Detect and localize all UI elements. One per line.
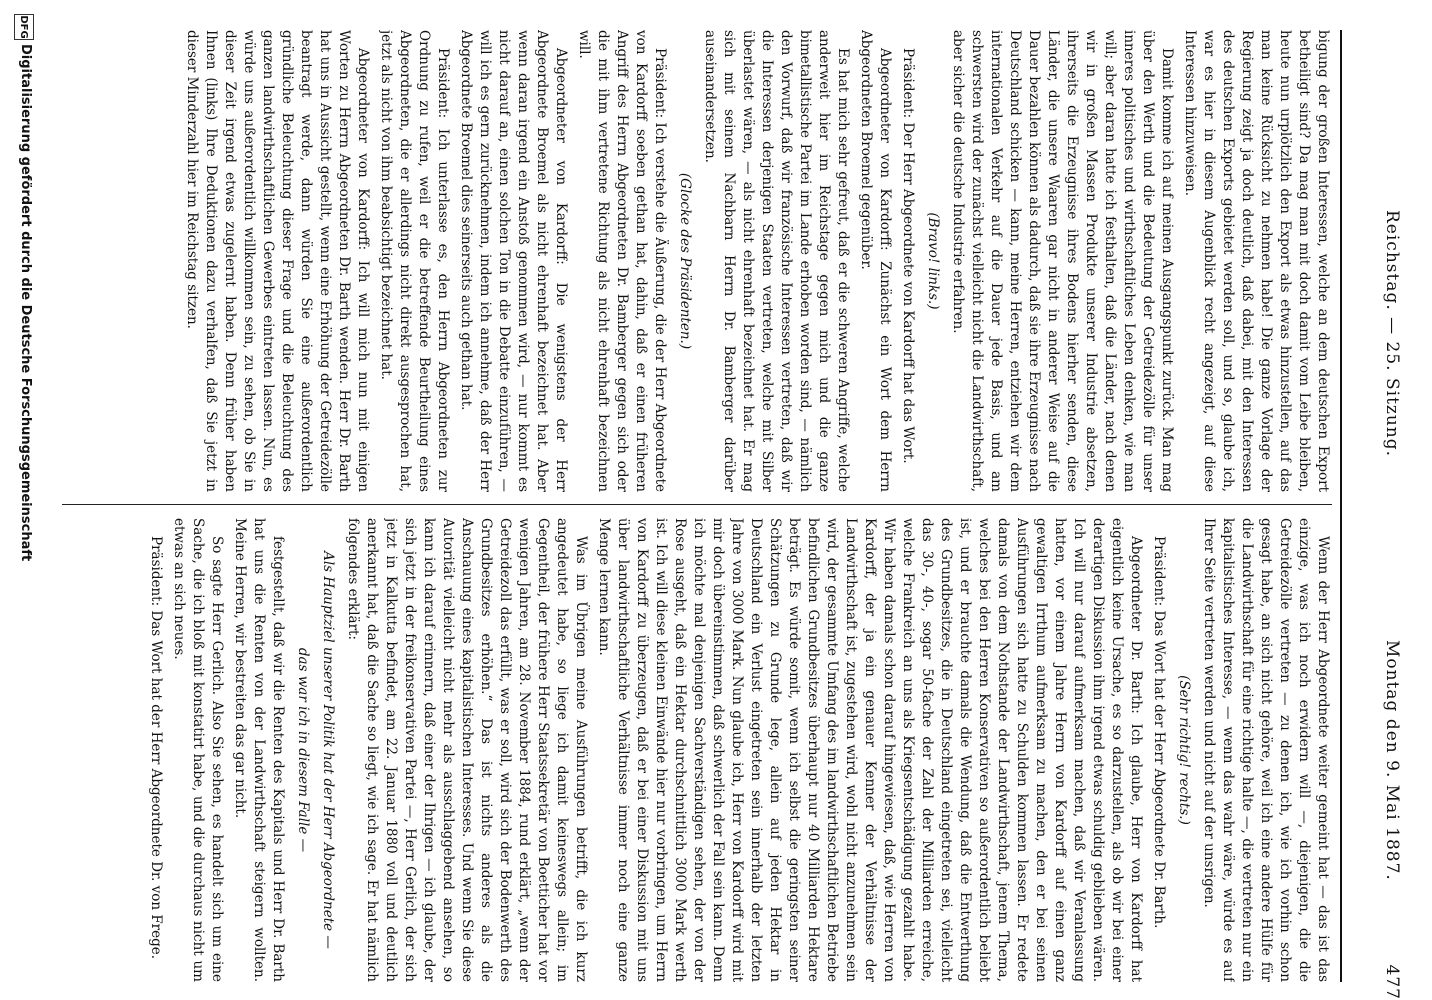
paragraph: Abgeordneter von Kardorff: Ich will mich nun mit einigen Worten zu Herrn Abgeordneten Dr. Barth wenden. Herr Dr. Barth hat uns in Aussicht gestellt, wenn eine Erhöhung der Getreidezölle beantragt werde, dann würden Sie eine außerordentlich gründliche Beleuchtung dieser Frage und die Beleuchtung des ganzen landwirthschaftlichen Gewerbes eintreten lassen. Nun, es würde uns außerordentlich willkommen sein, zu sehen, ob Sie in dieser Zeit irgend etwas zugelernt haben. Denn früher haben Ihnen (links) Ihre Deduktionen dazu verhalfen, daß Sie jetzt in dieser Minderzahl hier im Reichstag sitzen. [184, 30, 371, 492]
page-number: 477 [1382, 964, 1402, 1000]
running-head-left: Reichstag. — 25. Sitzung. [1382, 210, 1402, 458]
paragraph: Präsident: Das Wort hat der Herr Abgeordnete Dr. von Frege. [148, 536, 164, 960]
footer [10, 0, 34, 1000]
paragraph: Es hat mich sehr gefreut, daß er die schweren Angriffe, welche anderweit hier im Reichstage gegen mich und die ganze bimetallistische Partei im Lande erhoben worden sind, — nämlich den Vorwurf, daß wir französische Interessen vertreten, daß wir die Interessen derjenigen Staaten vertreten, welche mit Silber überlastet wären, — als nicht ehrenhaft bezeichnet hat. Er mag sich mit seinem Nachbarn Herrn Dr. Bamberger darüber auseinandersetzen. [702, 30, 851, 492]
left-column [62, 30, 1332, 492]
applause-note: (Bravo! links.) [925, 212, 941, 310]
bell-note: (Glocke des Präsidenten.) [677, 172, 693, 350]
paragraph: Abgeordneter von Kardorff: Zunächst ein Wort dem Herrn Abgeordneten Broemel gegenüber. [858, 30, 893, 492]
header-rule [1340, 30, 1342, 982]
applause-note: (Sehr richtig! rechts.) [1176, 675, 1192, 825]
running-head-right: Montag den 9. Mai 1887. [1382, 640, 1402, 881]
paragraph: Wenn der Herr Abgeordnete weiter gemeint hat — das ist das einzige, was ich noch erwidern will —, diejenigen, die die Getreidezölle vertreten — zu denen ich, wie ich vorhin schon gesagt habe, an sich nicht gehöre, weil ich eine andere Hülfe für die Landwirthschaft für eine richtige halte —, die vertreten nur ein kapitalistisches Interesse, — wenn das wahr wäre, würde es auf Ihrer Seite vertreten werden und nicht auf der unsrigen. [1201, 518, 1331, 982]
quote-line: das war ich in diesem Falle — [295, 647, 311, 853]
right-column [62, 518, 1332, 982]
paragraph: Präsident: Ich verstehe die Äußerung, die der Herr Abgeordnete von Kardorff soeben gethan hat, dahin, daß er einen früheren Angriff des Herrn Abgeordneten Dr. Bamberger gegen sich oder die mit ihm vertretene Richtung als nicht ehrenhaft bezeichnen will. [576, 30, 668, 492]
paragraph: Präsident: Das Wort hat der Herr Abgeordnete Dr. Barth. [1151, 536, 1167, 929]
footer-text: Digitalisierung gefördert durch die Deutsche Forschungsgemeinschaft [18, 44, 33, 562]
quote-line: festgestellt, daß wir die Renten des Kapitals und Herr Dr. Barth hat uns die Renten von der Landwirthschaft steigern wollten. Meine Herren, wir bestreiten das gar nicht. [232, 518, 286, 982]
paragraph: Abgeordneter Dr. Barth: Ich glaube, Herr von Kardorff hat eigentlich keine Ursache, es so darzustellen, als ob wir bei einer derartigen Diskussion ihm irgend etwas schuldig geblieben wären. Ich will nur darauf aufmerksam machen, daß wir Veranlassung hatten, vor einem Jahre Herrn von Kardorff auf einen ganz gewaltigen Irrthum aufmerksam zu machen, den er bei seinen Ausführungen sich hatte zu Schulden kommen lassen. Er redete damals von dem Nothstande der Landwirthschaft, jenem Thema, welches bei den Herren Konservativen so außerordentlich beliebt ist, und er brauchte damals die Wendung, daß die Entwerthung des Grundbesitzes, die in Deutschland eingetreten sei, vielleicht das 30-, 40-, sogar 50-fache der Zahl der Milliarden erreiche, welche Frankreich an uns als Kriegsentschädigung gezahlt habe. Wir haben damals schon darauf hingewiesen, daß, wie Herren von Kardorff, der ja ein genauer Kenner der Verhältnisse der Landwirthschaft ist, zugestehen wird, wohl nicht anzunehmen sein wird, der gesammte Umfang des im landwirthschaftlichen Betriebe befindlichen Grundbesitzes überhaupt nur 40 Milliarden Hektare beträgt. Es würde somit, wenn ich selbst die geringsten seiner Schätzungen zu Grunde lege, allein auf jeden Hektar in Deutschland ein Verlust eingetreten sein innerhalb der letzten Jahre von 3000 Mark. Nun glaube ich, Herr von Kardorff wird mit mir doch übereinstimmen, daß schwerlich der Fall sein kann. Denn ich möchte mal denjenigen Sachverständigen sehen, der von der Rose ausgeht, daß ein Hektar durchschnittlich 3000 Mark werth ist. Ich will diese kleinen Einwände hier nur vorbringen, um Herrn von Kardorff zu überzeugen, daß er bei einer Diskussion mit uns über landwirthschaftliche Verhältnisse immer noch eine ganze Menge lernen kann. [596, 518, 1144, 982]
paragraph: So sagte Herr Gerlich. Also Sie sehen, es handelt sich um eine Sache, die ich bloß mit konstatirt habe, und die durchaus nicht um etwas an sich neues. [171, 518, 225, 982]
quote-line: Als Hauptziel unserer Politik hat der Herr Abgeordnete — [320, 551, 336, 949]
paragraph: Abgeordneter von Kardorff: Die wenigstens der Herr Abgeordnete Broemel als nicht ehrenhaft bezeichnet hat. Aber wenn daran irgend ein Anstoß genommen wird, — nur kommt es nicht darauf an, einen solchen Ton in die Debatte einzuführen, — will ich es gern zurücknehmen, indem ich annehme, daß der Herr Abgeordnete Broemel dies seinerseits auch gethan hat. [458, 30, 569, 492]
dfg-logo: DFG [14, 14, 34, 40]
paragraph: bigung der großen Interessen, welche an dem deutschen Export betheiligt sind? Da mag man mit doch damit vom Leibe bleiben, heute nun urplötzlich den Export als etwas hinzustellen, auf das man keine Rücksicht zu nehmen habe! Die ganze Vorlage der Regierung zeigt ja doch deutlich, daß dabei, mit den Interessen des deutschen Exports gebietet werden soll, und so, glaube ich, war es hier in diesem Augenblick recht angezeigt, auf diese Interessen hinzuweisen. [1182, 30, 1331, 492]
paragraph: Was im Übrigen meine Ausführungen betrifft, die ich kurz angedeutet habe, so liege ich damit keineswegs allein; im Gegentheil, der frühere Herr Staatssekretär von Boetticher hat vor wenigen Jahren, am 28. November 1884, rund erklärt, „wenn der Getreidezoll das erfüllt, was er soll, wird sich der Bodenwerth des Grundbesitzes erhöhen.“ Das ist nichts anderes als die Anschauung eines kapitalistischen Interesses. Und wenn Sie diese Autorität vielleicht nicht mehr als ausschlaggebend ansehen, so kann ich darauf erinnern, daß einer der Ihrigen — ich glaube, der sich jetzt in der freikonservativen Partei —, Herr Gerlich, der sich jetzt in Kalkutta befindet, am 22. Januar 1880 voll und deutlich anerkannt hat, daß die Sache so liegt, wie ich sage. Er hat nämlich folgendes erklärt: [345, 518, 589, 982]
paragraph: Damit komme ich auf meinen Ausgangspunkt zurück. Man mag über den Werth und die Bedeutung der Getreidezölle für unser inneres politisches und wirthschaftliches Leben denken, wie man will; aber daran hatte ich festhalten, daß die Länder, nach denen wir in großen Massen Produkte unserer Industrie absetzen, ihrerseits die Erzeugnisse ihres Bodens hierher senden, diese Länder, die unsere Waaren gar nicht in anderer Weise auf die Dauer bezahlen können als dadurch, daß sie ihre Erzeugnisse nach Deutschland schicken — kann, meine Herren, entziehen wir dem internationalen Verkehr auf die Dauer jede Basis, und am schwersten wird der zunächst vielleicht nicht die Landwirthschaft, aber sicher die deutsche Industrie erfahren. [950, 30, 1175, 492]
paragraph: Präsident: Der Herr Abgeordnete von Kardorff hat das Wort. [900, 48, 916, 464]
running-head [1374, 0, 1402, 1000]
paragraph: Präsident: Ich unterlasse es, den Herrn Abgeordneten zur Ordnung zu rufen, weil er die betreffende Beurtheilung eines Abgeordneten, die er allerdings nicht direkt ausgesprochen hat, jetzt als nicht von ihm beabsichtigt bezeichnet hat. [378, 30, 451, 492]
column-separator [62, 504, 1332, 505]
